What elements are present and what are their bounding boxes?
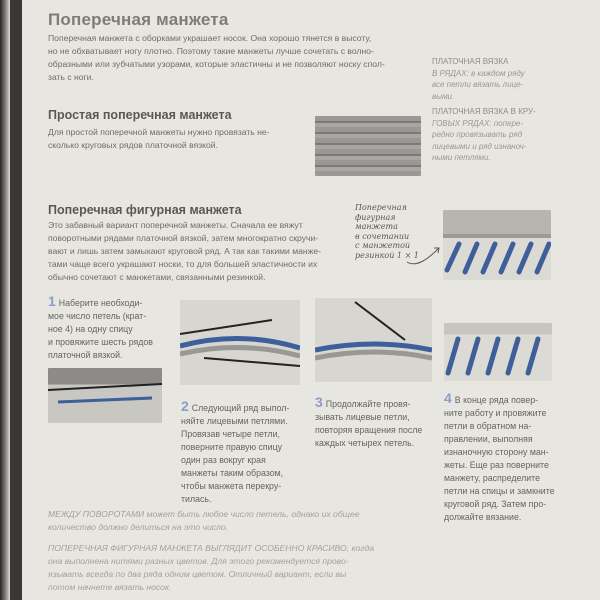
simple-cuff-text: Для простой поперечной манжеты нужно провязать не- сколько круговых рядов платочной вязкой.	[48, 127, 270, 150]
step-3-photo	[315, 298, 432, 382]
step-4-photo	[444, 323, 552, 381]
step-2-text: 2 Следующий ряд выпол- няйте лицевыми петлями. Провязав четыре петли, поверните правую спицу один раз вокруг края манжеты таким образом, чтобы манжета перекру- тилась.	[181, 398, 290, 504]
step-1-photo	[48, 368, 162, 423]
intro-paragraph: Поперечная манжета с оборками украшает носок. Она хорошо тянется в высоту, но не обхватывает ногу плотно. Поэтому такие манжеты лучше сочетать с волно- образными или зубчатыми узорами, которые эластичны и не позволяют носку спол- зать с ноги.	[48, 33, 385, 82]
sidebar-note-garter-rows: ПЛАТОЧНАЯ ВЯЗКА В РЯДАХ: в каждом ряду все петли вязать лице- выми.	[432, 57, 525, 101]
note-between-turns: МЕЖДУ ПОВОРОТАМИ может быть любое число петель, однако их общее количество должно делиться на это число.	[48, 509, 360, 532]
step-4-text: 4 В конце ряда повер- ните работу и провяжите петли в обратном на- правлении, выполняя изнаночную сторону ман- жеты. Еще раз поверните манжету, распределите петли на спицы и замкните круговой ряд. Затем про- должайте вязание.	[444, 390, 555, 522]
fancy-cuff-photo	[443, 210, 551, 280]
simple-cuff-photo	[315, 116, 421, 176]
caption-arrow-icon	[405, 240, 445, 270]
handwritten-caption: Поперечная фигурная манжета в сочетании с манжетой резинкой 1 × 1	[355, 203, 419, 260]
page-title: Поперечная манжета	[48, 10, 229, 29]
step-1-text: 1 Наберите необходи- мое число петель (крат- ное 4) на одну спицу и провяжите шесть рядов платочной вязкой.	[48, 293, 153, 360]
fancy-cuff-text: Это забавный вариант поперечной манжеты. Сначала ее вяжут поворотными рядами платочной вязкой, затем многократно скручи- вают и лишь затем замыкают круговой ряд. А так как такими манже- тами чаще всего украшают носки, то для большей эластичности их обычно сочетают с манжетами, связанными резинкой.	[48, 220, 322, 282]
note-color-tip: ПОПЕРЕЧНАЯ ФИГУРНАЯ МАНЖЕТА ВЫГЛЯДИТ ОСОБЕННО КРАСИВО, когда она выполнена нитями разных цветов. Для этого рекомендуется прово- язывать всегда по два ряда одним цветом. Отличный вариант, если вы потом начнете вязать носок.	[48, 543, 375, 592]
simple-cuff-heading: Простая поперечная манжета	[48, 108, 232, 122]
step-2-photo	[180, 300, 300, 385]
step-3-text: 3 Продолжайте провя- зывать лицевые петли, повторяя вращения после каждых четырех петель.	[315, 394, 423, 448]
fancy-cuff-heading: Поперечная фигурная манжета	[48, 203, 242, 217]
sidebar-note-garter-rounds: ПЛАТОЧНАЯ ВЯЗКА В КРУ- ГОВЫХ РЯДАХ: попере- редно провязывать ряд лицевыми и ряд изнаноч- ными петлями.	[432, 107, 536, 162]
page-gutter-shadow	[0, 0, 10, 600]
